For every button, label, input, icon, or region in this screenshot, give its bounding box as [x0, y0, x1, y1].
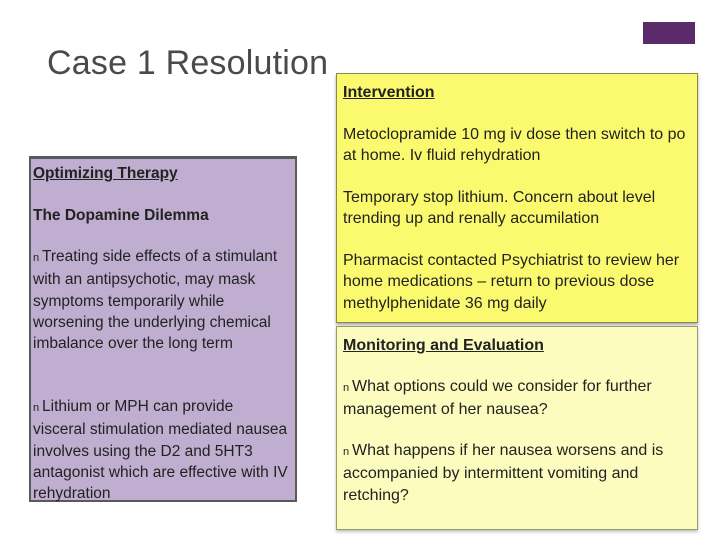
intervention-item: Pharmacist contacted Psychiatrist to review her home medications – return to previous dose methylphenidate 36 mg daily [343, 252, 680, 312]
slide-title: Case 1 Resolution [47, 44, 329, 82]
accent-bar [643, 22, 695, 44]
bullet-text: Lithium or MPH can provide visceral stimulation mediated nausea involves using the D2 and 5HT3 antagonist which are effective with IV rehydration [33, 398, 288, 503]
bullet-text: Treating side effects of a stimulant with an antipsychotic, may mask symptoms temporarily while worsening the underlying chemical imbalance over the long term [33, 248, 278, 353]
panel-subheading: The Dopamine Dilemma [33, 207, 209, 224]
bullet-marker: n [343, 446, 350, 458]
intervention-heading: Intervention [343, 84, 435, 101]
monitoring-heading: Monitoring and Evaluation [343, 337, 544, 354]
intervention-item: Metoclopramide 10 mg iv dose then switch to po at home. Iv fluid rehydration [343, 126, 686, 165]
bullet-item [33, 396, 289, 504]
bullet-item [33, 246, 289, 354]
intervention-item: Temporary stop lithium. Concern about level trending up and renally accumilation [343, 189, 656, 228]
question-text: What options could we consider for further management of her nausea? [343, 378, 652, 419]
intervention-panel [336, 73, 698, 323]
bullet-marker: n [33, 402, 40, 414]
question-text: What happens if her nausea worsens and is accompanied by intermittent vomiting and retching? [343, 442, 664, 504]
monitoring-question [343, 440, 691, 506]
bullet-marker: n [343, 382, 350, 394]
monitoring-question [343, 376, 691, 421]
bullet-marker: n [33, 252, 40, 264]
panel-heading: Optimizing Therapy [33, 165, 178, 182]
monitoring-panel [336, 326, 698, 530]
optimizing-therapy-panel [29, 156, 297, 502]
